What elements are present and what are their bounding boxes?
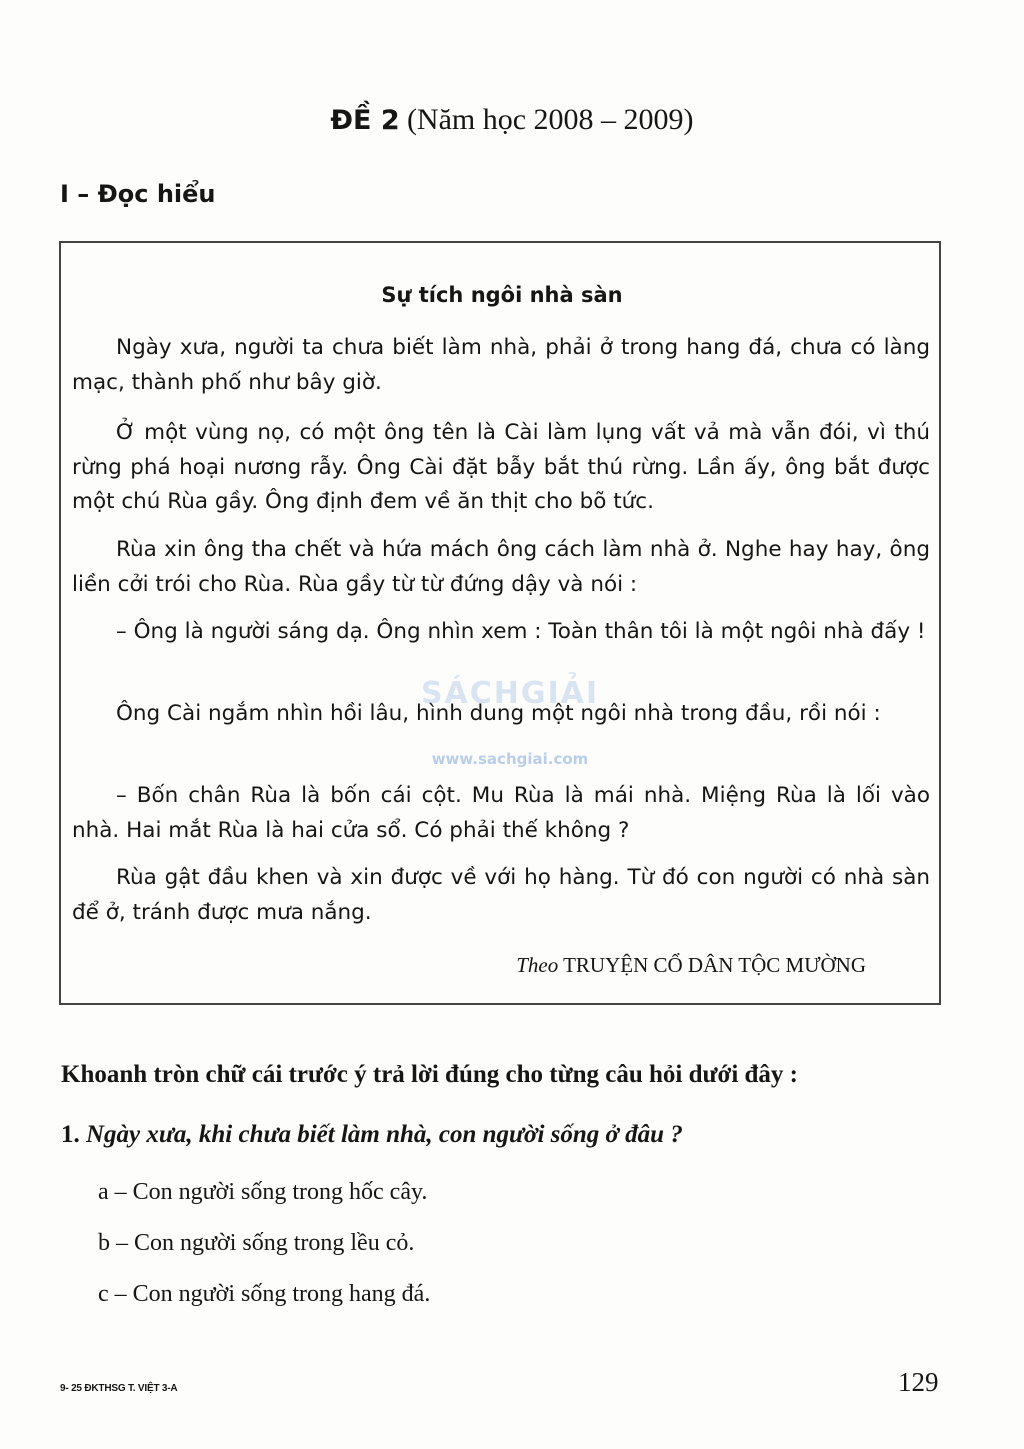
- story-paragraph: Ngày xưa, người ta chưa biết làm nhà, phải ở trong hang đá, chưa có làng mạc, thành phố như bây giờ.: [72, 335, 930, 395]
- watermark-url: www.sachgiai.com: [431, 750, 589, 768]
- source-prefix: Theo: [516, 953, 559, 977]
- question-text: Ngày xưa, khi chưa biết làm nhà, con người sống ở đâu ?: [86, 1121, 683, 1148]
- answer-option-c[interactable]: c – Con người sống trong hang đá.: [98, 1281, 431, 1307]
- question-1: [61, 1117, 683, 1153]
- exam-title-year: (Năm học 2008 – 2009): [406, 103, 694, 136]
- story-title: Sự tích ngôi nhà sàn: [381, 283, 623, 307]
- story-paragraph: – Ông là người sáng dạ. Ông nhìn xem : Toàn thân tôi là một ngôi nhà đấy !: [116, 619, 926, 644]
- footer-code: 9- 25 ĐKTHSG T. VIỆT 3-A: [60, 1383, 178, 1394]
- watermark: [410, 676, 610, 776]
- exam-title-lead: ĐỀ 2: [330, 105, 400, 136]
- story-paragraph: – Bốn chân Rùa là bốn cái cột. Mu Rùa là mái nhà. Miệng Rùa là lối vào nhà. Hai mắt Rùa là hai cửa sổ. Có phải thế không ?: [72, 783, 930, 843]
- story-paragraph: Ông Cài ngắm nhìn hồi lâu, hình dung một ngôi nhà trong đầu, rồi nói :: [116, 701, 881, 726]
- source-name: TRUYỆN CỔ DÂN TỘC MƯỜNG: [563, 953, 866, 977]
- story-paragraph: Rùa xin ông tha chết và hứa mách ông cách làm nhà ở. Nghe hay hay, ông liền cởi trói cho Rùa. Rùa gầy từ từ đứng dậy và nói :: [72, 537, 930, 597]
- section-heading: I – Đọc hiểu: [60, 180, 216, 208]
- question-number: 1.: [61, 1121, 80, 1148]
- page-number: 129: [898, 1367, 939, 1397]
- story-paragraph: Ở một vùng nọ, có một ông tên là Cài làm lụng vất vả mà vẫn đói, vì thú rừng phá hoại nương rẫy. Ông Cài đặt bẫy bắt thú rừng. Lần ấy, ông bắt được một chú Rùa gầy. Ông định đem về ăn thịt cho bõ tức.: [72, 420, 930, 514]
- story-paragraph: Rùa gật đầu khen và xin được về với họ hàng. Từ đó con người có nhà sàn để ở, tránh được mưa nắng.: [72, 865, 930, 925]
- watermark-logo: SÁCHGIẢI: [420, 676, 600, 711]
- answer-option-a[interactable]: a – Con người sống trong hốc cây.: [98, 1179, 428, 1205]
- exam-title: [0, 100, 1024, 141]
- answer-option-b[interactable]: b – Con người sống trong lều cỏ.: [98, 1230, 415, 1256]
- exercise-instruction: Khoanh tròn chữ cái trước ý trả lời đúng cho từng câu hỏi dưới đây :: [61, 1061, 799, 1088]
- story-source: [516, 948, 866, 982]
